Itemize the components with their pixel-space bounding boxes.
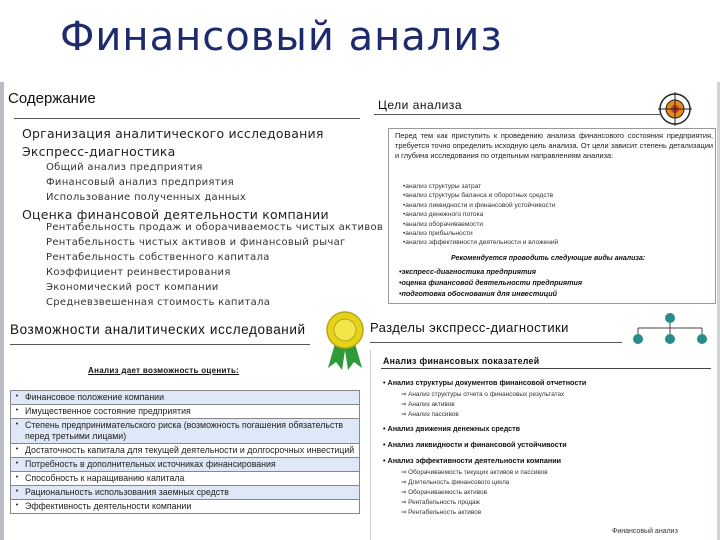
contents-subsection-item: Рентабельность чистых активов и финансовый рычаг [46, 237, 346, 248]
contents-subsection-item: Коэффициент реинвестирования [46, 267, 231, 278]
capabilities-row [10, 458, 360, 472]
capabilities-row-text: Достаточность капитала для текущей деятельности и долгосрочных инвестиций [25, 445, 355, 455]
sections-item: • Анализ ликвидности и финансовой устойчивости [383, 440, 567, 449]
sections-divider [370, 342, 622, 343]
goals-kind-item: •подготовка обоснования для инвестиций [399, 289, 558, 298]
goals-divider [374, 114, 660, 115]
bullet-icon: • [15, 460, 19, 467]
target-icon [658, 92, 692, 126]
sections-subitem: ⇒ Оборачиваемость текущих активов и пассивов [401, 469, 548, 476]
sections-subitem: ⇒ Оборачиваемость активов [401, 489, 487, 496]
sections-subitem: ⇒ Анализ активов [401, 401, 455, 408]
contents-subsection-item: Финансовый анализ предприятия [46, 177, 234, 188]
bullet-icon: • [15, 421, 19, 428]
sections-panel [366, 312, 716, 540]
bullet-icon: • [15, 407, 19, 414]
title-band [0, 0, 720, 82]
capabilities-divider [10, 344, 310, 345]
goals-recommendation: Рекомендуется проводить следующие виды анализа: [451, 255, 646, 262]
contents-subsection-item: Рентабельность продаж и оборачиваемость чистых активов [46, 222, 384, 233]
goals-intro-text: Перед тем как приступить к проведению анализа финансового состояния предприятия, требуется точно определить исходную цель анализа. От цели зависит степень детализации и глубина исследования по отдельным направлениям анализа: [395, 131, 713, 160]
bullet-icon: • [15, 488, 19, 495]
capabilities-panel [4, 312, 364, 540]
goals-analysis-item: •анализ эффективности деятельности и вложений [403, 239, 559, 247]
capabilities-row-text: Способность к наращиванию капитала [25, 473, 185, 483]
goals-analysis-item: •анализ прибыльности [403, 230, 473, 237]
footer-label: Финансовый анализ [612, 528, 678, 535]
contents-panel [4, 88, 384, 310]
contents-section-item: Оценка финансовой деятельности компании [22, 207, 329, 222]
award-rosette-icon [322, 310, 368, 372]
capabilities-row [10, 472, 360, 486]
sections-subitem: ⇒ Рентабельность продаж [401, 499, 480, 506]
sections-item: • Анализ движения денежных средств [383, 424, 521, 433]
goals-panel [366, 88, 716, 310]
goals-analysis-item: •анализ структуры баланса и оборотных средств [403, 192, 554, 200]
capabilities-row-text: Финансовое положение компании [25, 392, 165, 402]
capabilities-row [10, 419, 360, 444]
org-chart-icon [624, 312, 716, 346]
goals-analysis-item: •анализ оборачиваемости [403, 220, 484, 228]
capabilities-row [10, 444, 360, 458]
bullet-icon: • [15, 474, 19, 481]
bullet-icon: • [15, 393, 19, 400]
capabilities-row-text: Потребность в дополнительных источниках финансирования [25, 459, 276, 469]
contents-section-item: Организация аналитического исследования [22, 126, 324, 141]
goals-content-box [388, 128, 716, 304]
capabilities-row-text: Рациональность использования заемных средств [25, 487, 229, 497]
goals-kind-item: •экспресс-диагностика предприятия [399, 267, 537, 276]
contents-subsection-item: Рентабельность собственного капитала [46, 252, 270, 263]
sections-heading: Анализ финансовых показателей [383, 356, 540, 366]
sections-subitem: ⇒ Длительность финансового цикла [401, 479, 510, 486]
contents-subsection-item: Общий анализ предприятия [46, 162, 203, 173]
capabilities-row [10, 486, 360, 500]
sections-content-box [370, 350, 716, 540]
goals-analysis-item: •анализ ликвидности и финансовой устойчивости [403, 201, 556, 209]
capabilities-title: Возможности аналитических исследований [10, 322, 306, 337]
sections-subitem: ⇒ Анализ пассивов [401, 411, 459, 418]
contents-divider [14, 118, 360, 119]
capabilities-row-text: Эффективность деятельности компании [25, 501, 192, 511]
page-title: Финансовый анализ [60, 14, 503, 60]
bullet-icon: • [15, 502, 19, 509]
contents-subsection-item: Использование полученных данных [46, 192, 247, 203]
capabilities-table [10, 390, 360, 514]
contents-subsection-item: Экономический рост компании [46, 282, 219, 293]
capabilities-row [10, 390, 360, 405]
capabilities-row [10, 405, 360, 419]
bullet-icon: • [15, 446, 19, 453]
capabilities-row-text: Имущественное состояние предприятия [25, 406, 191, 416]
capabilities-subtitle: Анализ дает возможность оценить: [88, 366, 240, 375]
sections-title: Разделы экспресс-диагностики [370, 320, 569, 335]
sections-heading-divider [381, 368, 711, 369]
sections-subitem: ⇒ Рентабельность активов [401, 509, 482, 516]
sections-item: • Анализ эффективности деятельности компании [383, 456, 562, 465]
capabilities-row [10, 500, 360, 514]
goals-analysis-item: •анализ структуры затрат [403, 183, 482, 190]
sections-item: • Анализ структуры документов финансовой отчетности [383, 378, 587, 387]
sections-subitem: ⇒ Анализ структуры отчета о финансовых результатах [401, 391, 565, 398]
contents-subsection-item: Средневзвешенная стоимость капитала [46, 297, 271, 308]
capabilities-row-text: Степень предпринимательского риска (возможность погашения обязательств перед третьими лицами) [25, 420, 344, 441]
contents-section-item: Экспресс-диагностика [22, 144, 176, 159]
goals-kind-item: •оценка финансовой деятельности предприятия [399, 278, 583, 287]
contents-title: Содержание [8, 90, 96, 107]
goals-title: Цели анализа [378, 98, 463, 112]
goals-analysis-item: •анализ денежного потока [403, 211, 484, 219]
